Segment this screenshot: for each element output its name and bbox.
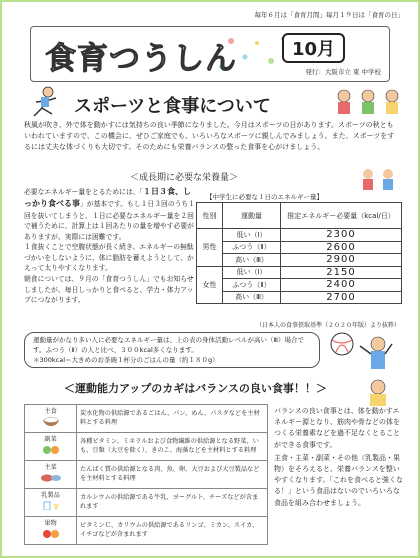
food-desc: ビタミンＣ、カリウムの供給源であるリンゴ、ミカン、スイカ、イチゴなどが含まれます [77,517,268,545]
kids-illustration [332,88,404,116]
meat-fish-icon [40,473,62,486]
sex-cell: 女性 [197,266,223,304]
table-row [197,229,402,242]
energy-table [196,202,402,304]
category-cell: 副菜 [25,433,77,461]
food-group-table [24,404,268,545]
table-row [25,517,268,545]
activity-cell: ふつう（Ⅱ） [223,279,281,292]
section1-para3: 朝食については、９月の「食育つうしん」でもお知らせしましたが、毎日しっかりと食べると、学力・体力アップにつながります。 [24,274,194,305]
table-source: （日本人の食事摂取基準（２０２０年版）より抜粋） [256,322,401,329]
callout-line2: ＊300kcal＝大きめのお茶碗１杯分のごはんの量（約１８０g） [33,355,219,364]
balance-text [274,406,404,509]
masthead-title: 食育つうしん [45,41,237,77]
vegetable-icon [41,445,61,458]
sex-cell: 男性 [197,229,223,267]
food-desc: 炭水化物の供給源であるごはん、パン、めん、パスタなどを主材料とする料理 [77,405,268,433]
table-row [25,489,268,517]
category-cell: 果物 [25,517,77,545]
header-energy: 推定エネルギー必要量（kcal/日） [281,203,402,229]
table-row [197,266,402,279]
energy-cell: 2400 [281,279,402,292]
category-cell: 主菜 [25,461,77,489]
fruit-icon [41,529,61,542]
callout-box [24,332,320,368]
activity-cell: ふつう（Ⅱ） [223,241,281,254]
table-row [197,291,402,304]
milk-icon [42,501,60,514]
table-row [197,279,402,292]
activity-cell: 低い（Ⅰ） [223,266,281,279]
table-caption: 【中学生に必要な１日のエネルギー量】 [206,193,323,201]
activity-cell: 高い（Ⅲ） [223,291,281,304]
table-row [25,461,268,489]
energy-cell: 2700 [281,291,402,304]
section1-para2: １食抜くことで空腹状態が長く続き、エネルギーの無駄づかいをしないように、体に脂肪を蓄えようとして、かえって太りやすくなります。 [24,243,194,273]
publisher: 発行：大阪市立 東 中学校 [305,68,381,76]
table-row [197,254,402,267]
energy-cell: 2150 [281,266,402,279]
energy-cell: 2900 [281,254,402,267]
thumbs-up-illustration [354,378,402,406]
section1-para1: 必要なエネルギー量をとるためには、「１日３食、しっかり食べる事」が基本です。もし１日３回のうち１回を抜いてしまうと、１日に必要なエネルギー量を２回で補うために、計算上は１回あたりの量を増やす必要がありますが、実際には困難です。 [24,187,196,241]
energy-cell: 2600 [281,241,402,254]
section1-body [24,186,196,306]
header-activity: 運動量 [223,203,281,229]
category-cell: 主食 [25,405,77,433]
intro-paragraph: 秋風が吹き、外で体を動かすには気持ちの良い季節になりました。今月はスポーツの日があります。スポーツの秋ともいわれていますので、この機会に、ぜひご家庭でも、いろいろなスポーツに親しんでみましょう。また、スポーツをするには丈夫な体づくりも大切です。そのためにも栄養バランスの整った食事を心がけましょう。 [24,121,395,152]
activity-cell: 低い（Ⅰ） [223,229,281,242]
table-row [25,405,268,433]
key-message: １日３食、しっかり食べる事 [24,187,191,209]
rice-bowl-icon [42,417,60,430]
issue-month: 10月 [282,33,345,63]
food-desc: たんぱく質の供給源となる肉、魚、卵、大豆および大豆製品などを主材料とする料理 [77,461,268,489]
header-sex: 性別 [197,203,223,229]
food-desc: カルシウムの供給源である牛乳、ヨーグルト、チーズなどが含まれます [77,489,268,517]
volleyball-illustration [326,328,402,378]
callout-line1: 運動量がかなり多い人に必要なエネルギー量は、上の表の身体活動レベルが高い（Ⅲ）場合です。ふつう（Ⅱ）の人と比べ、３００kcal多くなります。 [33,336,304,354]
balance-para2: 主食・主菜・副菜・その他（乳製品・果物）をそろえると、栄養バランスを整いやすくなります。「これを食べると強くなる！」という食品はないのでいろいろな食品を組み合わせましょう。 [274,453,403,507]
table-row [197,241,402,254]
food-desc: 各種ビタミン、ミネラルおよび食物繊維の供給源となる野菜、いも、豆類（大豆を除く）、きのこ、海藻などを主材料とする料理 [77,433,268,461]
section1-title: ＜成長期に必要な栄養量＞ [130,173,239,183]
masthead [30,26,390,82]
balance-para1: バランスの良い食事とは、体を動かすエネルギー源となり、筋肉や骨などの体をつくる栄養素などを過不足なくとることができる食事です。 [274,407,400,449]
table-row [25,433,268,461]
activity-cell: 高い（Ⅲ） [223,254,281,267]
runner-illustration [26,86,66,120]
children-icon [358,168,402,192]
top-note: 毎年６月は「食育月間」毎月１９日は「食育の日」 [254,11,404,19]
section2-title: ＜運動能力アップのカギはバランスの良い食事！！＞ [64,382,327,395]
energy-cell: 2300 [281,229,402,242]
category-cell: 乳製品 [25,489,77,517]
main-heading: スポーツと食事について [74,96,271,117]
